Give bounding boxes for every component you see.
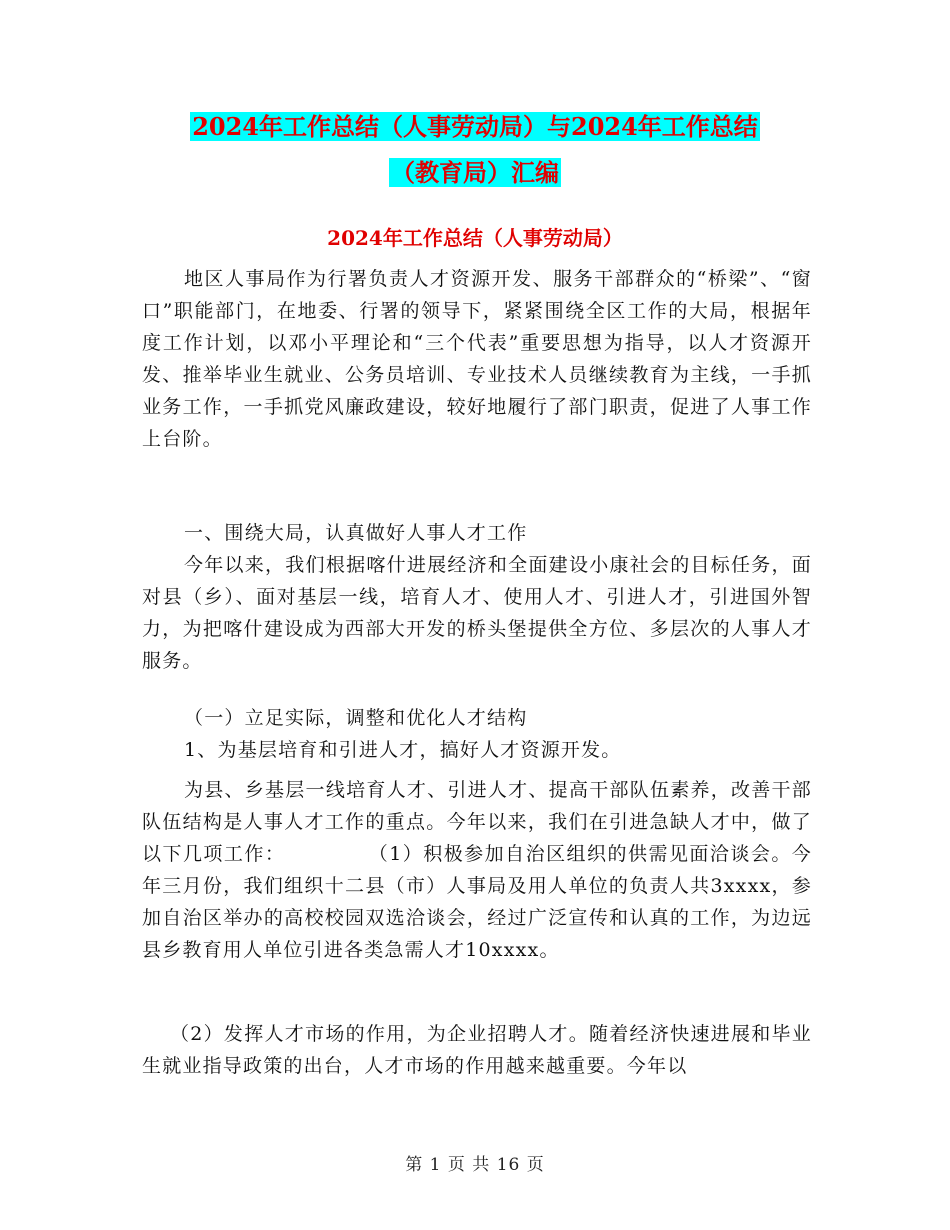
title-highlight-1: 2024年工作总结（人事劳动局）与2024年工作总结 (192, 112, 758, 141)
heading-level-2: （一）立足实际，调整和优化人才结构 (184, 707, 528, 729)
heading-level-1: 一、围绕大局，认真做好人事人才工作 (184, 522, 528, 544)
paragraph-intro: 地区人事局作为行署负责人才资源开发、服务干部群众的“桥梁”、“窗口”职能部门，在地委、行署的领导下，紧紧围绕全区工作的大局，根据年度工作计划，以邓小平理论和“三个代表”重要思想为指导，以人才资源开发、推举毕业生就业、公务员培训、专业技术人员继续教育为主线，一手抓业务工作，一手抓党风廉政建设，较好地履行了部门职责，促进了人事工作上台阶。 (142, 268, 812, 450)
paragraph-overview: 今年以来，我们根据喀什进展经济和全面建设小康社会的目标任务，面对县（乡）、面对基层一线，培育人才、使用人才、引进人才，引进国外智力，为把喀什建设成为西部大开发的桥头堡提供全方位、多层次的人事人才服务。 (142, 554, 812, 672)
section-title: 2024年工作总结（人事劳动局） (327, 226, 623, 250)
paragraph-talent-market: （2）发挥人才市场的作用，为企业招聘人才。随着经济快速进展和毕业生就业指导政策的出台，人才市场的作用越来越重要。今年以 (142, 1023, 812, 1077)
title-highlight-2: （教育局）汇编 (391, 158, 559, 187)
heading-level-3: 1、为基层培育和引进人才，搞好人才资源开发。 (184, 739, 622, 761)
document-title-line-1 (0, 112, 950, 142)
page-footer: 第 1 页 共 16 页 (405, 1155, 545, 1175)
paragraph-talent-recruitment: 为县、乡基层一线培育人才、引进人才、提高干部队伍素养，改善干部队伍结构是人事人才工作的重点。今年以来，我们在引进急缺人才中，做了以下几项工作： （1）积极参加自治区组织的供需见面洽谈会。今年三月份，我们组织十二县（市）人事局及用人单位的负责人共3xxxx，参加自治区举办的高校校园双选洽谈会，经过广泛宣传和认真的工作，为边远县乡教育用人单位引进各类急需人才10xxxx。 (142, 779, 812, 961)
document-title-line-2 (0, 158, 950, 188)
